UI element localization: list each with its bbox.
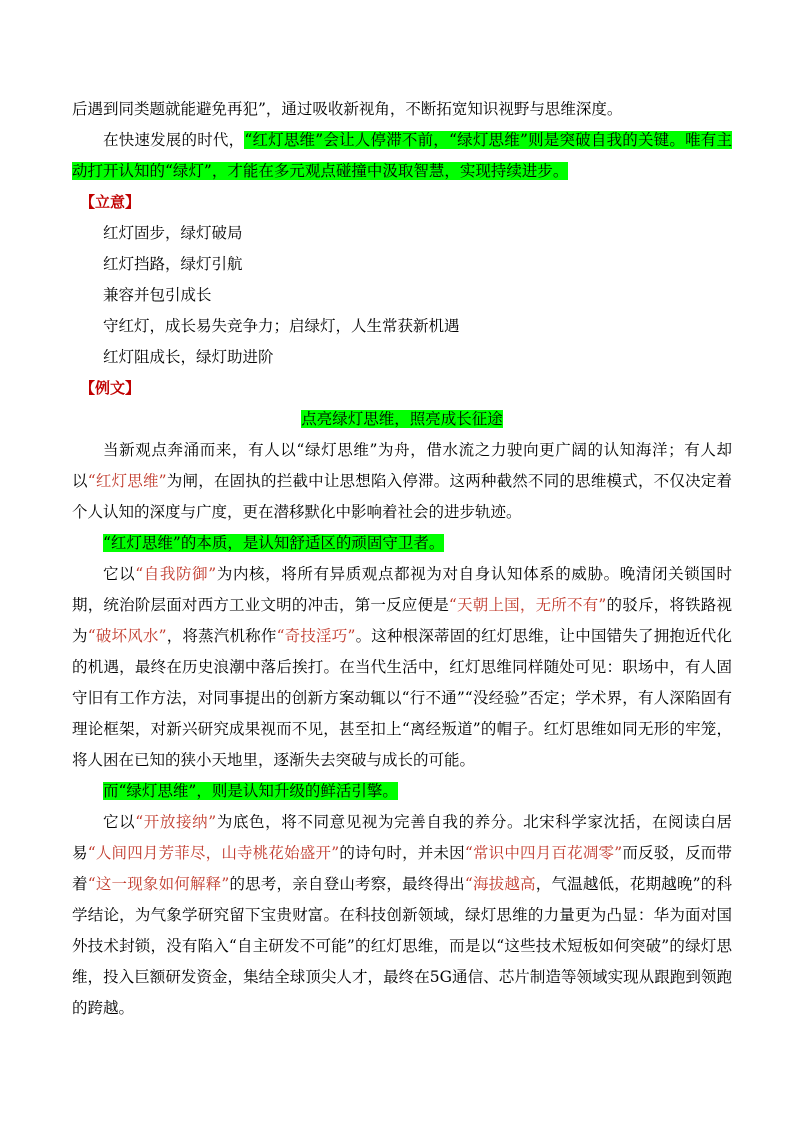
intro-text: 后遇到同类题就能避免再犯”，通过吸收新视角，不断拓宽知识视野与思维深度。	[72, 100, 623, 118]
p5-seg-11: ，气温越低，花期越晚”的科学结论，为气象学研究留下宝贵财富。在科技创新领域，绿灯思维的力量更为凸显：华为面对国外技术封锁，没有陷入“自主研发不可能”的红灯思维，而是以“这些技术短板如何突破”的绿灯思维，投入巨额研发资金，集结全球顶尖人才，最终在5G通信、芯片制造等领域实现从跟跑到领跑的跨越。	[72, 875, 732, 1017]
p3-seg-2: “自我防御”	[135, 565, 217, 583]
p2-highlight: “红灯思维”的本质，是认知舒适区的顽固守卫者。	[103, 534, 445, 552]
liyi-item-4: 守红灯，成长易失竞争力；启绿灯，人生常获新机遇	[103, 317, 460, 335]
p3-seg-3: 为内核，将所有异质观点都视为对自身认知体系的威胁。晚清闭关锁国时期，统治阶层面对西方工业文明的冲击，第一反应便是	[72, 565, 732, 614]
liyi-item-2: 红灯挡路，绿灯引航	[103, 255, 243, 273]
p5-seg-2: “开放接纳”	[135, 813, 217, 831]
p5-seg-7: 而反驳，反而带着	[72, 844, 732, 893]
p3-seg-4: “天朝上国，无所不有”	[448, 596, 607, 614]
p5-seg-9: 的思考，亲自登山考察，最终得出	[229, 875, 465, 893]
p5-seg-5: 的诗句时，并未因	[339, 844, 465, 862]
summary-highlight: “红灯思维”会让人停滞不前，“绿灯思维”则是突破自我的关键。唯有主动打开认知的“绿灯”，才能在多元观点碰撞中汲取智慧，实现持续进步。	[72, 131, 732, 180]
summary-paragraph	[72, 125, 732, 187]
p3-seg-8: “奇技淫巧”	[276, 627, 356, 645]
p5-seg-4: “人间四月芳菲尽，山寺桃花始盛开”	[87, 844, 340, 862]
p5-seg-8: “这一现象如何解释”	[87, 875, 230, 893]
p1-seg-3: 为闸，在固执的拦截中让思想陷入停滞。这两种截然不同的思维模式，不仅决定着个人认知的深度与广度，更在潜移默化中影响着社会的进步轨迹。	[72, 472, 732, 521]
liwen-heading: 【例文】	[80, 379, 141, 397]
essay-paragraph-3	[72, 559, 732, 776]
document-page	[72, 94, 732, 1024]
p3-seg-6: “破坏风水”	[87, 627, 167, 645]
essay-paragraph-5	[72, 807, 732, 1024]
essay-paragraph-2	[72, 528, 732, 559]
liyi-item-3: 兼容并包引成长	[103, 286, 212, 304]
p3-seg-7: ，将蒸汽机称作	[166, 627, 277, 645]
p5-seg-10: “海拔越高	[464, 875, 536, 893]
essay-title-line	[72, 404, 732, 435]
p4-highlight: 而“绿灯思维”，则是认知升级的鲜活引擎。	[103, 782, 398, 800]
p5-seg-1: 它以	[103, 813, 136, 831]
p5-seg-6: “常识中四月百花凋零”	[464, 844, 623, 862]
liyi-heading: 【立意】	[80, 193, 141, 211]
p1-seg-1: 当新观点奔涌而来，有人以“绿灯思维”为舟，借水流之力驶向更广阔的认知海洋；有人却以	[72, 441, 732, 490]
p3-seg-1: 它以	[103, 565, 136, 583]
intro-paragraph-end	[72, 94, 732, 125]
essay-paragraph-1	[72, 435, 732, 528]
liyi-item-1: 红灯固步，绿灯破局	[103, 224, 243, 242]
p3-seg-9: 。这种根深蒂固的红灯思维，让中国错失了拥抱近代化的机遇，最终在历史浪潮中落后挨打。在当代生活中，红灯思维同样随处可见：职场中，有人固守旧有工作方法，对同事提出的创新方案动辄以“行不通”“没经验”否定；学术界，有人深陷固有理论框架，对新兴研究成果视而不见，甚至扣上“离经叛道”的帽子。红灯思维如同无形的牢笼，将人困在已知的狭小天地里，逐渐失去突破与成长的可能。	[72, 627, 732, 769]
p1-seg-2: “红灯思维”	[87, 472, 167, 490]
essay-paragraph-4	[72, 776, 732, 807]
p5-seg-3: 为底色，将不同意见视为完善自我的养分。北宋科学家沈括，在阅读白居易	[72, 813, 732, 862]
p3-seg-5: 的驳斥，将铁路视为	[72, 596, 732, 645]
liyi-item-5: 红灯阻成长，绿灯助进阶	[103, 348, 274, 366]
summary-lead: 在快速发展的时代，	[103, 131, 245, 149]
essay-title: 点亮绿灯思维，照亮成长征途	[301, 410, 503, 428]
